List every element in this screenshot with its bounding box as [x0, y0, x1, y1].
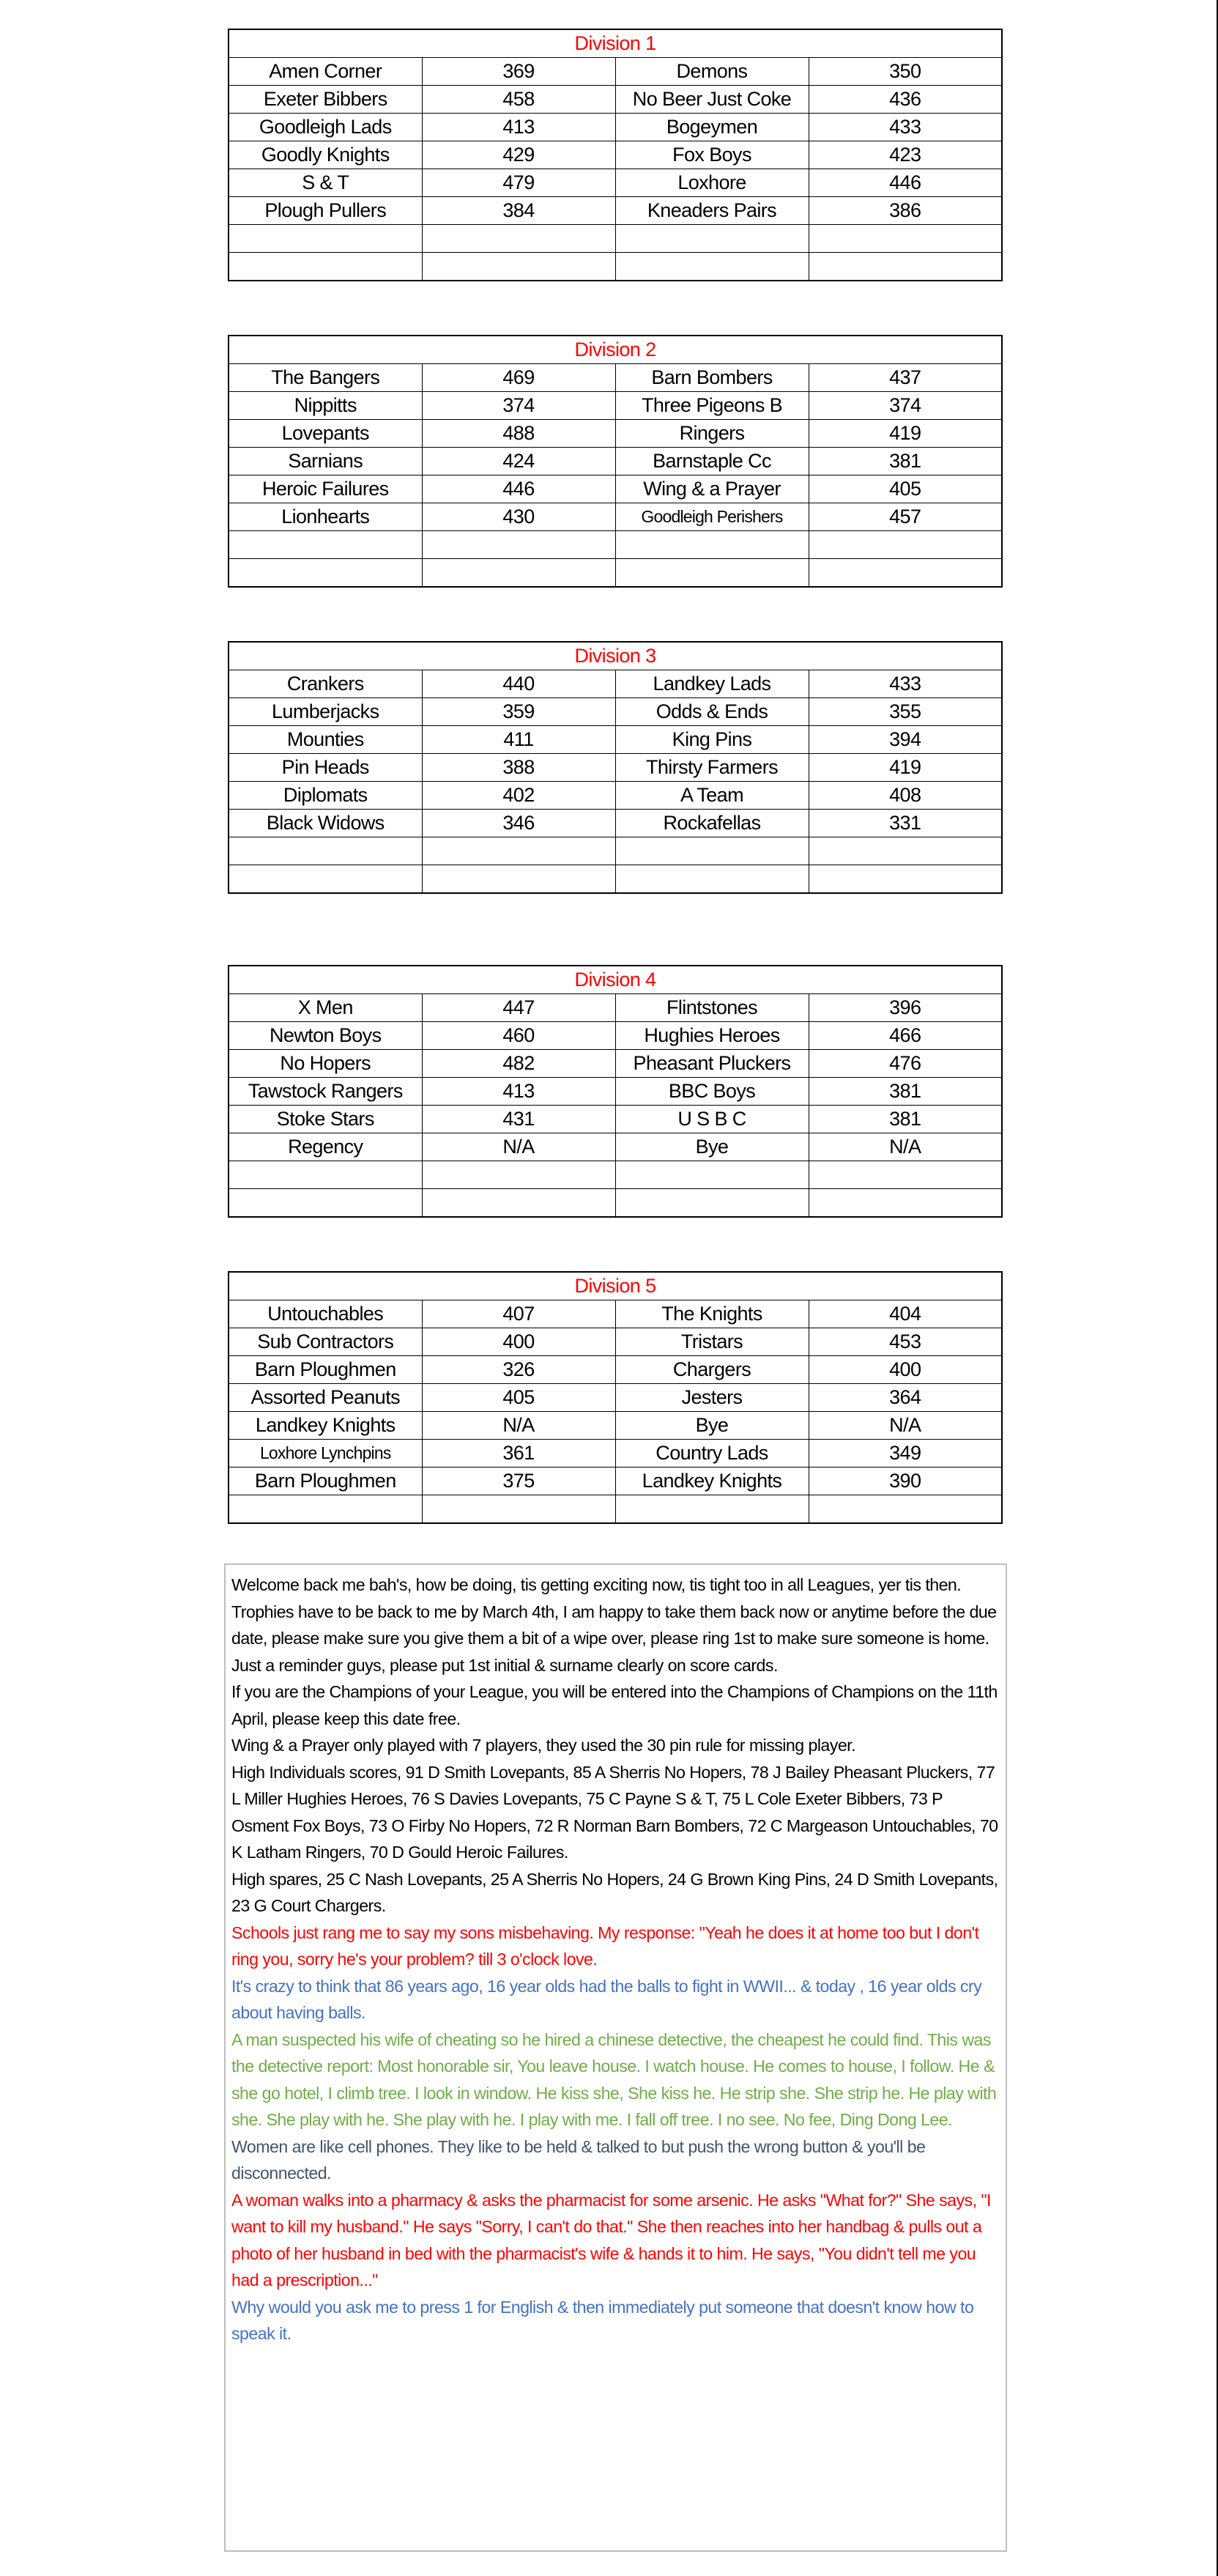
home-score: N/A: [422, 1133, 615, 1161]
empty-cell: [422, 225, 615, 253]
match-row: [229, 364, 1002, 392]
home-score: 375: [422, 1467, 615, 1495]
away-team: Thirsty Farmers: [615, 754, 809, 782]
home-score: 424: [422, 448, 615, 475]
match-row: [229, 1050, 1002, 1078]
home-team: Lumberjacks: [229, 698, 422, 726]
home-team: Mounties: [229, 726, 422, 754]
away-team: Wing & a Prayer: [615, 475, 809, 503]
away-score: 331: [809, 810, 1002, 837]
match-row: [229, 1022, 1002, 1050]
empty-row: [229, 1495, 1002, 1524]
division-4-table: [228, 965, 1003, 1218]
away-score: 350: [809, 58, 1002, 86]
home-team: S & T: [229, 169, 422, 197]
match-row: [229, 1467, 1002, 1495]
match-row: [229, 726, 1002, 754]
away-team: Loxhore: [615, 169, 809, 197]
match-row: [229, 1078, 1002, 1106]
home-team: Plough Pullers: [229, 197, 422, 225]
joke-pharmacy: A woman walks into a pharmacy & asks the pharmacist for some arsenic. He asks "What for?" She says, "I want to kill my husband." He says "Sorry, I can't do that." She then reaches into her handbag & pulls out a photo of her husband in bed with the pharmacist's wife & hands it to him. He says, "You didn't tell me you had a prescription...": [231, 2190, 991, 2290]
division-title: Division 2: [229, 336, 1002, 364]
empty-cell: [615, 1495, 809, 1524]
empty-cell: [809, 225, 1002, 253]
away-score: 349: [809, 1440, 1002, 1467]
note-champions-of-champions: If you are the Champions of your League, you will be entered into the Champions of Champions on the 11th April, please keep this date free.: [231, 1682, 998, 1728]
home-score: 413: [422, 1078, 615, 1106]
away-score: 404: [809, 1300, 1002, 1328]
home-team: Stoke Stars: [229, 1106, 422, 1133]
empty-cell: [615, 837, 809, 865]
home-score: 374: [422, 392, 615, 420]
away-team: No Beer Just Coke: [615, 86, 809, 114]
home-score: 361: [422, 1440, 615, 1467]
away-score: N/A: [809, 1133, 1002, 1161]
empty-cell: [809, 253, 1002, 281]
division-title: Division 1: [229, 29, 1002, 58]
away-score: 374: [809, 392, 1002, 420]
note-high-individual-scores: High Individuals scores, 91 D Smith Lovepants, 85 A Sherris No Hopers, 78 J Bailey Pheasant Pluckers, 77 L Miller Hughies Heroes, 76 S Davies Lovepants, 75 C Payne S & T, 75 L Cole Exeter Bibbers, 73 P Osment Fox Boys, 73 O Firby No Hopers, 72 R Norman Barn Bombers, 72 C Margeason Untouchables, 70 K Latham Ringers, 70 D Gould Heroic Failures.: [231, 1762, 998, 1862]
empty-cell: [809, 1495, 1002, 1524]
division-title: Division 5: [229, 1272, 1002, 1300]
home-team: Heroic Failures: [229, 475, 422, 503]
home-team: Crankers: [229, 670, 422, 698]
home-team: Black Widows: [229, 810, 422, 837]
empty-cell: [422, 253, 615, 281]
home-score: 388: [422, 754, 615, 782]
home-team: Nippitts: [229, 392, 422, 420]
home-team: Lionhearts: [229, 503, 422, 531]
away-score: 437: [809, 364, 1002, 392]
empty-cell: [809, 531, 1002, 559]
away-team: Fox Boys: [615, 141, 809, 169]
away-team: Jesters: [615, 1384, 809, 1412]
home-team: The Bangers: [229, 364, 422, 392]
empty-cell: [615, 1189, 809, 1218]
home-score: 411: [422, 726, 615, 754]
empty-cell: [229, 531, 422, 559]
away-score: 446: [809, 169, 1002, 197]
home-score: 430: [422, 503, 615, 531]
joke-school: Schools just rang me to say my sons misbehaving. My response: "Yeah he does it at home too but I don't ring you, sorry he's your problem? till 3 o'clock love.: [231, 1922, 979, 1969]
away-team: King Pins: [615, 726, 809, 754]
away-team: Barnstaple Cc: [615, 448, 809, 475]
away-team: Landkey Knights: [615, 1467, 809, 1495]
empty-cell: [422, 837, 615, 865]
away-score: N/A: [809, 1412, 1002, 1440]
home-team: Goodly Knights: [229, 141, 422, 169]
home-score: 446: [422, 475, 615, 503]
home-score: 431: [422, 1106, 615, 1133]
home-team: Untouchables: [229, 1300, 422, 1328]
empty-cell: [229, 1161, 422, 1189]
match-row: [229, 670, 1002, 698]
empty-row: [229, 1189, 1002, 1218]
match-row: [229, 392, 1002, 420]
home-score: 479: [422, 169, 615, 197]
empty-cell: [229, 1189, 422, 1218]
match-row: [229, 58, 1002, 86]
away-score: 476: [809, 1050, 1002, 1078]
away-score: 390: [809, 1467, 1002, 1495]
away-score: 400: [809, 1356, 1002, 1384]
empty-cell: [229, 559, 422, 588]
home-score: 447: [422, 994, 615, 1022]
joke-press-1: Why would you ask me to press 1 for English & then immediately put someone that doesn't know how to speak it.: [231, 2297, 974, 2343]
home-score: 384: [422, 197, 615, 225]
match-row: [229, 475, 1002, 503]
division-5-table: [228, 1271, 1003, 1524]
home-team: Pin Heads: [229, 754, 422, 782]
empty-cell: [809, 865, 1002, 894]
home-team: Assorted Peanuts: [229, 1384, 422, 1412]
home-team: Barn Ploughmen: [229, 1356, 422, 1384]
match-row: [229, 1356, 1002, 1384]
empty-cell: [422, 1495, 615, 1524]
match-row: [229, 1384, 1002, 1412]
home-team: Loxhore Lynchpins: [229, 1440, 422, 1467]
match-row: [229, 698, 1002, 726]
empty-row: [229, 253, 1002, 281]
division-2-table: [228, 335, 1003, 588]
home-team: Amen Corner: [229, 58, 422, 86]
home-score: 482: [422, 1050, 615, 1078]
empty-cell: [615, 865, 809, 894]
division-title: Division 3: [229, 642, 1002, 670]
joke-wwii: It's crazy to think that 86 years ago, 16 year olds had the balls to fight in WWII... & today , 16 year olds cry about having balls.: [231, 1976, 982, 2022]
away-score: 453: [809, 1328, 1002, 1356]
away-team: Flintstones: [615, 994, 809, 1022]
joke-detective: A man suspected his wife of cheating so he hired a chinese detective, the cheapest he could find. This was the detective report: Most honorable sir, You leave house. I watch house. He comes to house, I follow. He & she go hotel, I climb tree. I look in window. He kiss she, She kiss he. He strip she. She strip he. He play with she. She play with he. She play with he. I play with me. I fall off tree. I no see. No fee, Ding Dong Lee.: [231, 2029, 997, 2129]
away-team: Chargers: [615, 1356, 809, 1384]
away-team: The Knights: [615, 1300, 809, 1328]
empty-cell: [615, 559, 809, 588]
home-score: 407: [422, 1300, 615, 1328]
match-row: [229, 1133, 1002, 1161]
match-row: [229, 141, 1002, 169]
away-score: 381: [809, 1106, 1002, 1133]
away-score: 405: [809, 475, 1002, 503]
away-team: Country Lads: [615, 1440, 809, 1467]
home-team: Diplomats: [229, 782, 422, 810]
empty-cell: [229, 865, 422, 894]
away-score: 386: [809, 197, 1002, 225]
match-row: [229, 810, 1002, 837]
away-score: 419: [809, 420, 1002, 448]
empty-cell: [615, 531, 809, 559]
home-team: Goodleigh Lads: [229, 114, 422, 141]
match-row: [229, 1300, 1002, 1328]
match-row: [229, 994, 1002, 1022]
away-score: 394: [809, 726, 1002, 754]
match-row: [229, 169, 1002, 197]
away-score: 466: [809, 1022, 1002, 1050]
home-score: N/A: [422, 1412, 615, 1440]
home-score: 405: [422, 1384, 615, 1412]
away-score: 381: [809, 448, 1002, 475]
note-trophies: Trophies have to be back to me by March 4th, I am happy to take them back now or anytime before the due date, please make sure you give them a bit of a wipe over, please ring 1st to make sure someone is home.: [231, 1602, 997, 1648]
empty-row: [229, 1161, 1002, 1189]
note-high-spares: High spares, 25 C Nash Lovepants, 25 A Sherris No Hopers, 24 G Brown King Pins, 24 D Smith Lovepants, 23 G Court Chargers.: [231, 1869, 998, 1915]
away-score: 423: [809, 141, 1002, 169]
away-team: U S B C: [615, 1106, 809, 1133]
away-team: Rockafellas: [615, 810, 809, 837]
match-row: [229, 1412, 1002, 1440]
match-row: [229, 86, 1002, 114]
note-score-cards-reminder: Just a reminder guys, please put 1st initial & surname clearly on score cards.: [231, 1655, 778, 1675]
home-team: No Hopers: [229, 1050, 422, 1078]
empty-row: [229, 531, 1002, 559]
empty-cell: [229, 225, 422, 253]
away-team: Bogeymen: [615, 114, 809, 141]
home-team: Tawstock Rangers: [229, 1078, 422, 1106]
joke-cell-phones: Women are like cell phones. They like to be held & talked to but push the wrong button & you'll be disconnected.: [231, 2136, 926, 2183]
home-team: Barn Ploughmen: [229, 1467, 422, 1495]
home-team: Regency: [229, 1133, 422, 1161]
home-team: Sarnians: [229, 448, 422, 475]
away-score: 364: [809, 1384, 1002, 1412]
away-score: 408: [809, 782, 1002, 810]
match-row: [229, 114, 1002, 141]
empty-cell: [229, 253, 422, 281]
away-team: Odds & Ends: [615, 698, 809, 726]
match-row: [229, 1106, 1002, 1133]
away-team: Landkey Lads: [615, 670, 809, 698]
home-score: 429: [422, 141, 615, 169]
home-score: 488: [422, 420, 615, 448]
home-score: 458: [422, 86, 615, 114]
away-score: 381: [809, 1078, 1002, 1106]
empty-cell: [809, 1161, 1002, 1189]
home-team: Sub Contractors: [229, 1328, 422, 1356]
away-score: 419: [809, 754, 1002, 782]
empty-cell: [615, 1161, 809, 1189]
empty-row: [229, 225, 1002, 253]
away-team: Demons: [615, 58, 809, 86]
away-team: Barn Bombers: [615, 364, 809, 392]
match-row: [229, 197, 1002, 225]
home-team: Newton Boys: [229, 1022, 422, 1050]
home-score: 326: [422, 1356, 615, 1384]
home-score: 400: [422, 1328, 615, 1356]
away-team: Ringers: [615, 420, 809, 448]
match-row: [229, 448, 1002, 475]
away-team: Bye: [615, 1133, 809, 1161]
home-team: Exeter Bibbers: [229, 86, 422, 114]
home-team: Lovepants: [229, 420, 422, 448]
empty-row: [229, 837, 1002, 865]
match-row: [229, 782, 1002, 810]
home-team: Landkey Knights: [229, 1412, 422, 1440]
away-team: Kneaders Pairs: [615, 197, 809, 225]
empty-cell: [809, 559, 1002, 588]
newsletter-notes-box: [224, 1563, 1007, 2552]
empty-cell: [615, 225, 809, 253]
home-score: 413: [422, 114, 615, 141]
empty-row: [229, 559, 1002, 588]
away-score: 396: [809, 994, 1002, 1022]
division-1-table: [228, 29, 1003, 281]
home-score: 369: [422, 58, 615, 86]
away-team: Hughies Heroes: [615, 1022, 809, 1050]
away-team: BBC Boys: [615, 1078, 809, 1106]
away-team: Bye: [615, 1412, 809, 1440]
empty-cell: [229, 1495, 422, 1524]
home-score: 402: [422, 782, 615, 810]
division-title: Division 4: [229, 966, 1002, 994]
away-score: 433: [809, 114, 1002, 141]
away-team: Goodleigh Perishers: [615, 503, 809, 531]
empty-cell: [422, 531, 615, 559]
empty-cell: [422, 865, 615, 894]
empty-cell: [422, 1161, 615, 1189]
away-team: Pheasant Pluckers: [615, 1050, 809, 1078]
match-row: [229, 1440, 1002, 1467]
home-score: 460: [422, 1022, 615, 1050]
home-score: 346: [422, 810, 615, 837]
note-missing-player-rule: Wing & a Prayer only played with 7 players, they used the 30 pin rule for missing player.: [231, 1736, 855, 1755]
division-3-table: [228, 641, 1003, 894]
empty-cell: [809, 837, 1002, 865]
away-score: 433: [809, 670, 1002, 698]
away-team: Tristars: [615, 1328, 809, 1356]
empty-row: [229, 865, 1002, 894]
away-team: Three Pigeons B: [615, 392, 809, 420]
away-score: 457: [809, 503, 1002, 531]
away-score: 436: [809, 86, 1002, 114]
home-score: 359: [422, 698, 615, 726]
match-row: [229, 503, 1002, 531]
match-row: [229, 1328, 1002, 1356]
empty-cell: [422, 559, 615, 588]
home-team: X Men: [229, 994, 422, 1022]
empty-cell: [229, 837, 422, 865]
empty-cell: [809, 1189, 1002, 1218]
home-score: 469: [422, 364, 615, 392]
note-welcome: Welcome back me bah's, how be doing, tis getting exciting now, tis tight too in all Leagues, yer tis then.: [231, 1575, 962, 1594]
away-score: 355: [809, 698, 1002, 726]
away-team: A Team: [615, 782, 809, 810]
home-score: 440: [422, 670, 615, 698]
empty-cell: [615, 253, 809, 281]
match-row: [229, 420, 1002, 448]
empty-cell: [422, 1189, 615, 1218]
match-row: [229, 754, 1002, 782]
